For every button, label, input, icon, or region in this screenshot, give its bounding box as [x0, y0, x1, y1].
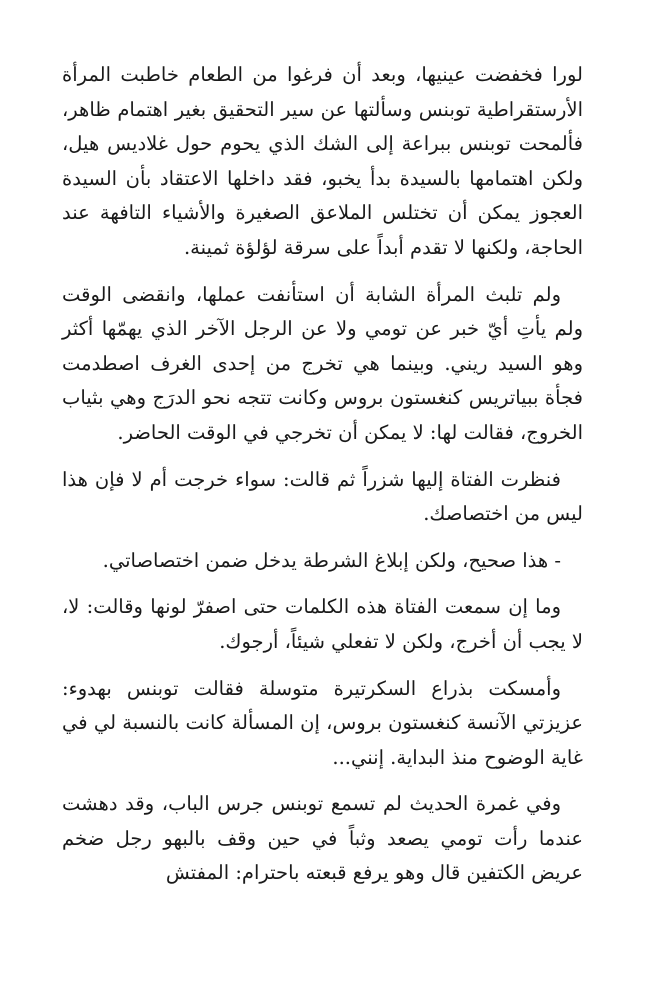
paragraph-7: وفي غمرة الحديث لم تسمع توبنس جرس الباب، وقد دهشت عندما رأت تومي يصعد وثباً في حين وقف بالبهو رجل ضخم عريض الكتفين قال وهو يرفع قبعته باحترام: المفتش	[62, 792, 583, 885]
paragraph-6: وأمسكت بذراع السكرتيرة متوسلة فقالت توبنس بهدوء: عزيزتي الآنسة كنغستون بروس، إن المسألة كانت بالنسبة لي في غاية الوضوح منذ البداية. إنني...	[62, 676, 583, 769]
paragraph-1: لورا فخفضت عينيها، وبعد أن فرغوا من الطعام خاطبت المرأة الأرستقراطية توبنس وسألتها عن سير التحقيق بغير اهتمام ظاهر، فألمحت توبنس ببراعة إلى الشك الذي يحوم حول غلاديس هيل، ولكن اهتمامها بالسيدة بدأ يخبو، فقد داخلها الاعتقاد بأن السيدة العجوز يمكن أن تختلس الملاعق الصغيرة والأشياء التافهة عند الحاجة، ولكنها لا تقدم أبداً على سرقة لؤلؤة ثمينة.	[62, 63, 583, 259]
paragraph-3: فنظرت الفتاة إليها شزراً ثم قالت: سواء خرجت أم لا فإن هذا ليس من اختصاصك.	[62, 467, 583, 526]
paragraph-4: - هذا صحيح، ولكن إبلاغ الشرطة يدخل ضمن اختصاصاتي.	[102, 548, 561, 572]
book-page	[62, 58, 583, 903]
paragraph-5: وما إن سمعت الفتاة هذه الكلمات حتى اصفرّ لونها وقالت: لا، لا يجب أن أخرج، ولكن لا تفعلي شيئاً، أرجوك.	[62, 595, 583, 653]
paragraph-2: ولم تلبث المرأة الشابة أن استأنفت عملها، وانقضى الوقت ولم يأتِ أيّ خبر عن تومي ولا عن الرجل الآخر الذي يهمّها أكثر وهو السيد ريني. وبينما هي تخرج من إحدى الغرف اصطدمت فجأة ببياتريس كنغستون بروس وكانت تتجه نحو الدرَج وهي بثياب الخروج، فقالت لها: لا يمكن أن تخرجي في الوقت الحاضر.	[62, 282, 583, 444]
